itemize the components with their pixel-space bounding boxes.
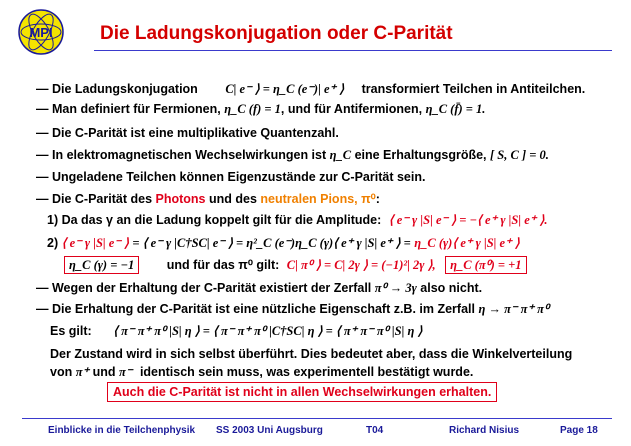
pions-label: neutralen Pions, π⁰ (260, 192, 376, 206)
text: Die Erhaltung der C-Parität ist eine nützliche Eigenschaft z.B. im Zerfall (51, 302, 475, 316)
page-title: Die Ladungskonjugation oder C-Parität (100, 23, 453, 44)
formula: η_C (f̄) = 1. (425, 102, 486, 116)
formula: ⟨ π⁻ π⁺ π⁰ |S| η ⟩ = ⟨ π⁻ π⁺ π⁰ |C†SC| η ⟩ = ⟨ π⁺ π⁻ π⁰ |S| η ⟩ (113, 324, 423, 338)
formula: C| π⁰ ⟩ = C| 2γ ⟩ = (−1)²| 2γ ⟩, (286, 258, 436, 272)
text: also nicht. (420, 281, 483, 295)
formula: η_C (f) = 1 (224, 102, 281, 116)
line-winkelverteilung (50, 365, 473, 379)
result-box-photon: η_C (γ) = −1 (64, 256, 139, 274)
bullet-dash: — (36, 192, 49, 206)
text: Man definiert für Fermionen, (51, 102, 221, 116)
formula: π⁻ (119, 365, 133, 379)
title-divider (94, 50, 612, 51)
formula: η_C (γ)⟨ e⁺ γ |S| e⁺ ⟩ (414, 236, 520, 250)
line-eta-zerfall (36, 302, 549, 316)
footer-divider (22, 418, 612, 419)
line-ergebnis (64, 258, 527, 272)
line-es-gilt (50, 324, 422, 338)
text: , und für Antifermionen, (280, 102, 423, 116)
formula: ⟨ e⁻ γ |S| e⁻ ⟩ (61, 236, 129, 250)
line-eigenzustaende (36, 170, 425, 184)
line-amplitude (47, 213, 548, 227)
text: und des (208, 192, 257, 206)
formula: π⁰ → 3γ (374, 281, 417, 295)
formula: C| e⁻ ⟩ = η_C (e⁻)| e⁺ ⟩ (225, 82, 345, 96)
formula: = ⟨ e⁻ γ |C†SC| e⁻ ⟩ = η²_C (e⁻)η_C (γ)⟨ e⁺ γ |S| e⁺ ⟩ = (132, 236, 411, 250)
footer-author: Richard Nisius (449, 425, 520, 436)
formula: [ S, C ] = 0. (490, 148, 549, 162)
text: Es gilt: (50, 324, 92, 338)
result-box-pion: η_C (π⁰) = +1 (445, 256, 526, 274)
logo-text: MPI (29, 25, 53, 40)
photons-label: Photons (155, 192, 206, 206)
text: identisch sein muss, was experimentell bestätigt wurde. (139, 365, 474, 379)
line-elektromagnetisch (36, 148, 549, 162)
text: 2) (47, 236, 59, 250)
text: In elektromagnetischen Wechselwirkungen ist (51, 148, 327, 162)
bullet-dash: — (36, 281, 49, 295)
line-herleitung (47, 236, 520, 250)
formula: ⟨ e⁻ γ |S| e⁻ ⟩ = −⟨ e⁺ γ |S| e⁺ ⟩. (388, 213, 548, 227)
footer-page: Page 18 (560, 425, 598, 436)
bullet-dash: — (36, 102, 49, 116)
line-multiplikativ (36, 126, 339, 140)
bullet-dash: — (36, 302, 49, 316)
bullet-dash: — (36, 170, 49, 184)
highlight-box: Auch die C-Parität ist nicht in allen Wechselwirkungen erhalten. (107, 382, 497, 402)
text: Ungeladene Teilchen können Eigenzustände zur C-Parität sein. (51, 170, 426, 184)
text: Wegen der Erhaltung der C-Parität existiert der Zerfall (51, 281, 372, 295)
text: Der Zustand wird in sich selbst überführt. Dies bedeutet aber, dass die Winkelverteilung (50, 347, 573, 361)
bullet-dash: — (36, 148, 49, 162)
formula: η_C (329, 148, 352, 162)
bullet-dash: — (36, 82, 49, 96)
line-zerfall-verboten (36, 281, 482, 295)
line-fermionen (36, 102, 485, 116)
footer-code: T04 (366, 425, 384, 436)
text: und für das π⁰ gilt: (166, 258, 280, 272)
text: Die C-Parität ist eine multiplikative Quantenzahl. (51, 126, 339, 140)
text: : (375, 192, 380, 206)
footer-course: Einblicke in die Teilchenphysik (48, 425, 196, 436)
text: transformiert Teilchen in Antiteilchen. (361, 82, 586, 96)
footer-term: SS 2003 Uni Augsburg (216, 425, 323, 436)
text: und (92, 365, 116, 379)
line-ladungskonjugation (36, 82, 585, 96)
text: von (50, 365, 73, 379)
formula: η → π⁻ π⁺ π⁰ (478, 302, 550, 316)
text: eine Erhaltungsgröße, (354, 148, 487, 162)
bullet-dash: — (36, 126, 49, 140)
text: Die Ladungskonjugation (51, 82, 198, 96)
mpi-logo (17, 8, 65, 56)
text: Die C-Parität des (51, 192, 153, 206)
line-c-paritaet-des (36, 192, 380, 206)
formula: π⁺ (75, 365, 90, 379)
text: 1) Da das γ an die Ladung koppelt gilt für die Amplitude: (47, 213, 382, 227)
line-zustand (50, 347, 572, 361)
